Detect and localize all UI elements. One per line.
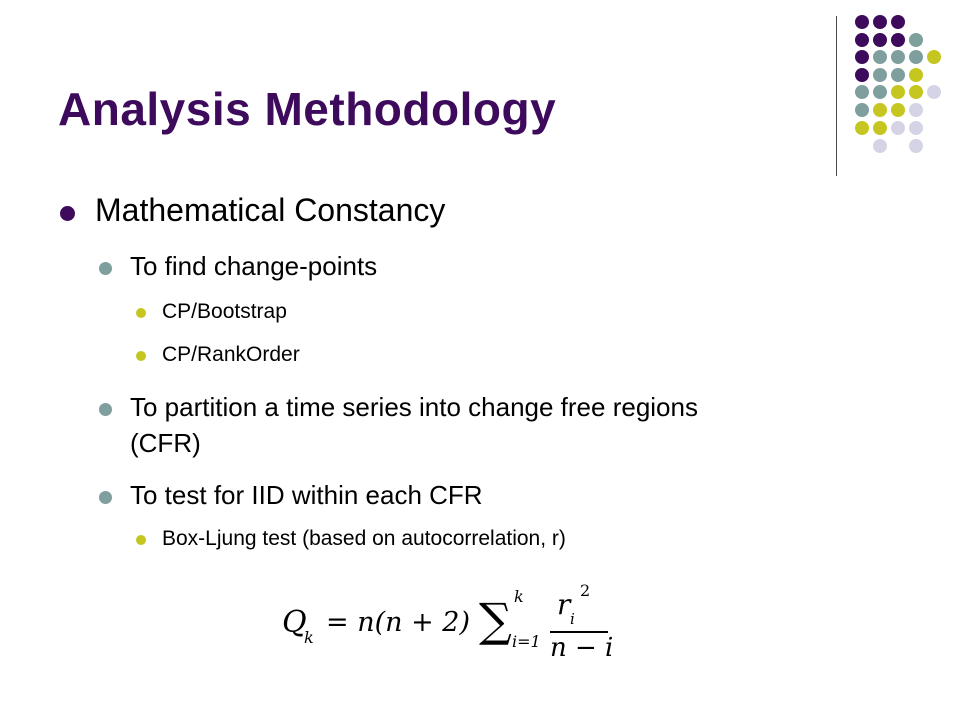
- formula-numerator-subscript: i: [570, 610, 575, 628]
- bullet-dot-icon: [99, 262, 112, 275]
- bullet-continuation-line: [130, 428, 201, 459]
- formula-sum-lower: i=1: [512, 632, 541, 651]
- formula-numerator-superscript: 2: [580, 581, 591, 600]
- bullet-dot-icon: [136, 308, 146, 318]
- decorative-dot: [909, 121, 923, 135]
- bullet-dot-icon: [136, 535, 146, 545]
- decorative-dot: [855, 103, 869, 117]
- decorative-dot: [927, 50, 941, 64]
- decorative-dot: [855, 85, 869, 99]
- decorative-dot: [855, 15, 869, 29]
- bullet-cp-rankorder: [162, 343, 300, 367]
- box-ljung-formula: [282, 580, 622, 663]
- decorative-dot: [909, 139, 923, 153]
- bullet-text: (CFR): [130, 428, 201, 458]
- decorative-dot: [873, 33, 887, 47]
- bullet-partition-time-series: [130, 392, 698, 423]
- bullet-dot-icon: [99, 403, 112, 416]
- decorative-dot: [855, 50, 869, 64]
- bullet-text: Mathematical Constancy: [95, 192, 446, 228]
- decorative-dot: [873, 15, 887, 29]
- decorative-dot: [873, 103, 887, 117]
- decorative-dot: [855, 68, 869, 82]
- decorative-dot: [891, 121, 905, 135]
- bullet-text: To find change-points: [130, 251, 378, 281]
- formula-lhs-subscript: k: [304, 628, 314, 647]
- decorative-dot: [855, 33, 869, 47]
- bullet-cp-bootstrap: [162, 300, 287, 324]
- decorative-dot: [891, 33, 905, 47]
- bullet-text: To test for IID within each CFR: [130, 480, 483, 510]
- formula-summation-symbol: ∑: [479, 593, 512, 647]
- decorative-dot: [891, 103, 905, 117]
- slide-title: Analysis Methodology: [58, 83, 557, 135]
- decorative-dot: [909, 103, 923, 117]
- bullet-test-iid: [130, 480, 483, 511]
- decorative-dot-grid: [0, 0, 960, 200]
- bullet-dot-icon: [99, 491, 112, 504]
- formula-rhs-prefix: = n(n + 2): [326, 607, 471, 638]
- decorative-dot: [927, 85, 941, 99]
- decorative-dot: [909, 50, 923, 64]
- bullet-text: To partition a time series into change free regions: [130, 392, 698, 422]
- bullet-text: Box-Ljung test (based on autocorrelation, r): [162, 527, 566, 550]
- decorative-dot: [873, 50, 887, 64]
- decorative-dot: [873, 85, 887, 99]
- bullet-dot-icon: [60, 206, 75, 221]
- decorative-dot: [873, 68, 887, 82]
- formula-denominator: n − i: [550, 633, 614, 663]
- formula-sum-upper: k: [514, 587, 524, 606]
- decorative-dot: [891, 85, 905, 99]
- decorative-dot: [873, 121, 887, 135]
- formula-lhs: Q: [282, 605, 307, 640]
- bullet-text: CP/Bootstrap: [162, 300, 287, 323]
- formula-numerator: r: [557, 588, 571, 621]
- decorative-dot: [891, 50, 905, 64]
- bullet-mathematical-constancy: [95, 192, 445, 229]
- decorative-dot: [873, 139, 887, 153]
- bullet-find-change-points: [130, 251, 377, 282]
- decorative-dot: [855, 121, 869, 135]
- decorative-dot: [909, 85, 923, 99]
- bullet-text: CP/RankOrder: [162, 343, 300, 366]
- decorative-dot: [891, 15, 905, 29]
- decorative-dot: [909, 68, 923, 82]
- bullet-dot-icon: [136, 351, 146, 361]
- decorative-dot: [909, 33, 923, 47]
- bullet-box-ljung: [162, 527, 566, 551]
- decorative-dot: [891, 68, 905, 82]
